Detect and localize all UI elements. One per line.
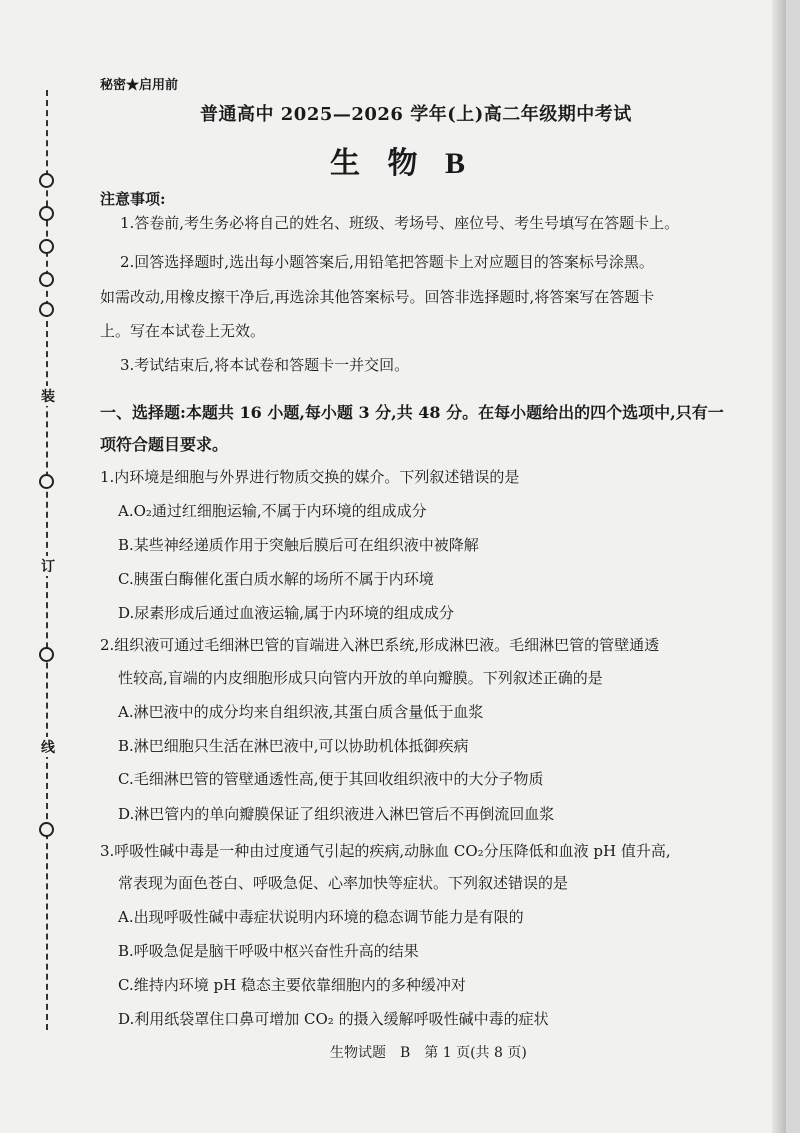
subject-title: 生 物 B — [330, 147, 476, 180]
question-2-option-b: B.淋巴细胞只生活在淋巴液中,可以协助机体抵御疾病 — [118, 737, 469, 755]
question-3-option-d: D.利用纸袋罩住口鼻可增加 CO₂ 的摄入缓解呼吸性碱中毒的症状 — [118, 1010, 549, 1028]
binding-label-zhuang: 装 — [38, 386, 58, 406]
question-2-option-d: D.淋巴管内的单向瓣膜保证了组织液进入淋巴管后不再倒流回血浆 — [118, 805, 555, 823]
section-heading-cont: 项符合题目要求。 — [100, 435, 229, 454]
notice-item: 2.回答选择题时,选出每小题答案后,用铅笔把答题卡上对应题目的答案标号涂黑。 — [120, 253, 654, 271]
binding-label-xian: 线 — [38, 737, 58, 757]
binding-hole-icon — [39, 173, 54, 188]
question-3-stem-cont: 常表现为面色苍白、呼吸急促、心率加快等症状。下列叙述错误的是 — [118, 874, 569, 892]
binding-hole-icon — [39, 206, 54, 221]
question-1-option-b: B.某些神经递质作用于突触后膜后可在组织液中被降解 — [118, 536, 479, 554]
question-3-option-b: B.呼吸急促是脑干呼吸中枢兴奋性升高的结果 — [118, 942, 419, 960]
question-1-option-d: D.尿素形成后通过血液运输,属于内环境的组成成分 — [118, 604, 455, 622]
notice-item: 1.答卷前,考生务必将自己的姓名、班级、考场号、座位号、考生号填写在答题卡上。 — [120, 214, 680, 232]
binding-hole-icon — [39, 647, 54, 662]
binding-hole-icon — [39, 474, 54, 489]
exam-title: 普通高中 2025—2026 学年(上)高二年级期中考试 — [200, 104, 632, 125]
question-1-stem: 1.内环境是细胞与外界进行物质交换的媒介。下列叙述错误的是 — [100, 468, 520, 486]
notice-item: 上。写在本试卷上无效。 — [100, 322, 266, 340]
binding-hole-icon — [39, 272, 54, 287]
binding-hole-icon — [39, 239, 54, 254]
question-2-option-a: A.淋巴液中的成分均来自组织液,其蛋白质含量低于血浆 — [118, 703, 484, 721]
question-2-stem-cont: 性较高,盲端的内皮细胞形成只向管内开放的单向瓣膜。下列叙述正确的是 — [118, 669, 603, 687]
secret-mark: 秘密★启用前 — [100, 78, 179, 93]
notice-heading: 注意事项: — [100, 190, 166, 208]
question-2-option-c: C.毛细淋巴管的管壁通透性高,便于其回收组织液中的大分子物质 — [118, 770, 544, 788]
question-3-stem: 3.呼吸性碱中毒是一种由过度通气引起的疾病,动脉血 CO₂分压降低和血液 pH 值升高, — [100, 842, 671, 860]
binding-label-ding: 订 — [38, 556, 58, 576]
question-3-option-a: A.出现呼吸性碱中毒症状说明内环境的稳态调节能力是有限的 — [118, 908, 524, 926]
question-1-option-c: C.胰蛋白酶催化蛋白质水解的场所不属于内环境 — [118, 570, 434, 588]
binding-hole-icon — [39, 302, 54, 317]
question-3-option-c: C.维持内环境 pH 稳态主要依靠细胞内的多种缓冲对 — [118, 976, 466, 994]
binding-hole-icon — [39, 822, 54, 837]
section-heading: 一、选择题:本题共 16 小题,每小题 3 分,共 48 分。在每小题给出的四个选项中,只有一 — [100, 403, 724, 422]
question-1-option-a: A.O₂通过红细胞运输,不属于内环境的组成成分 — [118, 502, 427, 520]
page-edge-shadow — [772, 0, 786, 1133]
question-2-stem: 2.组织液可通过毛细淋巴管的盲端进入淋巴系统,形成淋巴液。毛细淋巴管的管壁通透 — [100, 636, 660, 654]
page-footer: 生物试题 B 第 1 页(共 8 页) — [330, 1045, 527, 1061]
notice-item: 3.考试结束后,将本试卷和答题卡一并交回。 — [120, 356, 410, 374]
notice-item: 如需改动,用橡皮擦干净后,再选涂其他答案标号。回答非选择题时,将答案写在答题卡 — [100, 288, 655, 306]
